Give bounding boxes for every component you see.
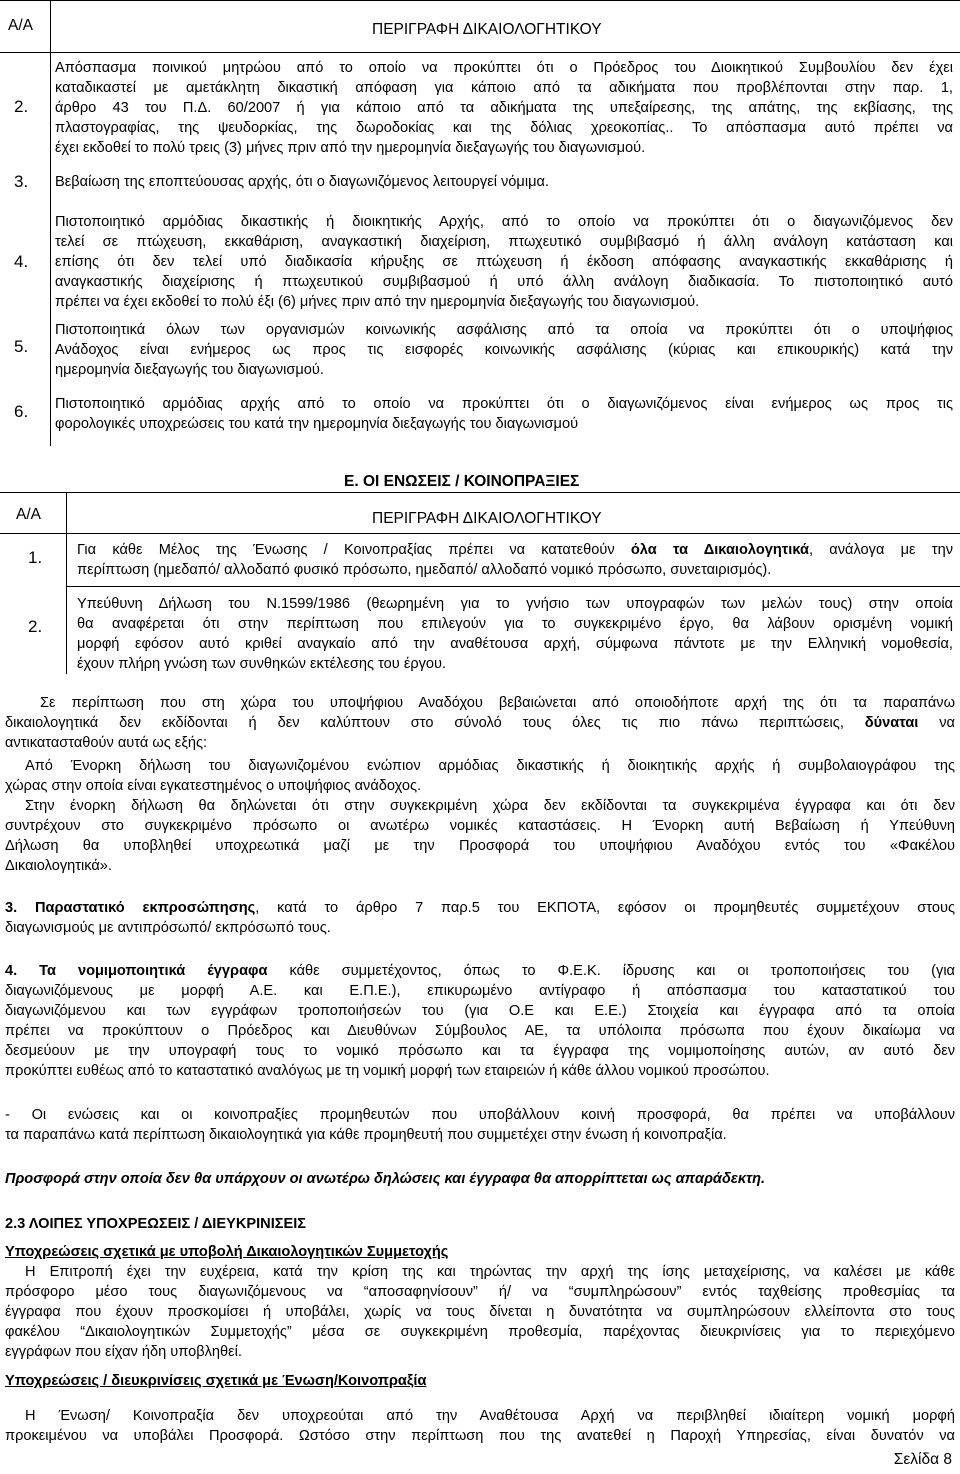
paragraph-representation: [5, 898, 955, 938]
table1-row-3-number: 3.: [14, 172, 29, 191]
para-line: - Οι ενώσεις και οι κοινοπραξίες προμηθευτών που υποβάλλουν κοινή προσφορά, θα πρέπει να υποβάλλουν: [5, 1107, 955, 1123]
para-line: προκύπτει ευθέως από το καταστατικό αναλόγως με τη νομική μορφή των εταιρειών ή κάθε άλλου νομικού προσώπου.: [5, 1063, 770, 1079]
table1-row-2-line: άρθρο 43 του Π.Δ. 60/2007 ή για κάποιο από τα αδικήματα της υπεξαίρεσης, της απάτης, της εκβίασης, της: [55, 100, 953, 116]
table1-row-2-line: πλαστογραφίας, της ψευδορκίας, της δωροδοκίας και της δόλιας χρεοκοπίας.. Το απόσπασμα αυτό πρέπει να: [55, 120, 953, 136]
table2-row-2-line: μορφή εφόσον αυτό κριθεί αναγκαίο από την αναθέτουσα αρχή, σύμφωνα πάντοτε με την Ελληνική νομοθεσία,: [77, 636, 953, 652]
para-line: Στην ένορκη δήλωση θα δηλώνεται ότι στην συγκεκριμένη χώρα δεν εκδίδονται τα συγκεκριμένα έγγραφα και ότι δεν: [25, 798, 955, 814]
table1-row-5-line: ημερομηνία διεξαγωγής του διαγωνισμού.: [55, 362, 324, 378]
section-2-3-heading: 2.3 ΛΟΙΠΕΣ ΥΠΟΧΡΕΩΣΕΙΣ / ΔΙΕΥΚΡΙΝΙΣΕΙΣ: [5, 1216, 307, 1232]
table1-row-3-line: Βεβαίωση της εποπτεύουσας αρχής, ότι ο διαγωνιζόμενος λειτουργεί νόμιμα.: [55, 174, 549, 190]
paragraph-sworn-statement: [5, 756, 955, 796]
table1-row-6-line: φορολογικές υποχρεώσεις του κατά την ημερομηνία διεξαγωγής του διαγωνισμού: [55, 416, 579, 432]
table1-row-5-number: 5.: [14, 337, 29, 356]
para-line-pre: δικαιολογητικά δεν εκδίδονται ή δεν καλύπτουν στο σύνολό τους όλες τις πιο πάνω περιπτώσεις,: [5, 715, 865, 731]
table2-row-divider: [66, 586, 960, 587]
para-heading-bold: 4. Τα νομιμοποιητικά έγγραφα: [5, 963, 268, 979]
para-line: διαγωνισμούς με αντιπρόσωπό/ εκπρόσωπό τους.: [5, 920, 331, 936]
table1-row-2-line: καταδικαστεί με αμετάκλητη δικαστική απόφαση για κάποιο από τα αδικήματα που προβλέπονται στην παρ. 1,: [55, 80, 953, 96]
rejection-warning: Προσφορά στην οποία δεν θα υπάρχουν οι ανωτέρω δηλώσεις και έγγραφα θα απορρίπτεται ως απαράδεκτη.: [5, 1171, 766, 1187]
table2-row-1-line: περίπτωση (ημεδαπό/ αλλοδαπό φυσικό πρόσωπο, ημεδαπό/ αλλοδαπό νομικό πρόσωπο, συνεταιρισμός).: [77, 562, 772, 578]
table1-row-6-line: Πιστοποιητικό αρμόδιας αρχής από το οποίο να προκύπτει ότι ο διαγωνιζόμενος είναι ενήμερος ως προς τις: [55, 396, 953, 412]
table2-col-divider: [66, 492, 67, 674]
table1-row-4-line: πρέπει να έχει εκδοθεί το πολύ έξι (6) μήνες πριν από την ημερομηνία διεξαγωγής του διαγωνισμού.: [55, 294, 700, 310]
table2-row-2-line: Υπεύθυνη Δήλωση του Ν.1599/1986 (θεωρημένη για το γνήσιο των υπογραφών των μελών τους) στην οποία: [77, 596, 953, 612]
table2-col-aa: Α/Α: [16, 506, 41, 523]
para-line: Δικαιολογητικά».: [5, 858, 112, 874]
para-line: δεσμεύουν με την υπογραφή τους το νομικό πρόσωπο και τα έγγραφα της νομιμοποίησης αυτών, αν αυτό δεν: [5, 1043, 955, 1059]
table1-row-4-line: τελεί σε πτώχευση, εκκαθάριση, αναγκαστική διαχείριση, πτωχευτικό συμβιβασμό ή άλλη ανάλογη κατάσταση και: [55, 234, 953, 250]
para-line: διαγωνιζόμενους με μορφή Α.Ε. και Ε.Π.Ε.), επικυρωμένο αντίγραφο ή απόσπασμα του καταστατικού του: [5, 983, 955, 999]
table1-row-6-number: 6.: [14, 402, 29, 421]
para-line: τα παραπάνω κατά περίπτωση δικαιολογητικά για κάθε προμηθευτή που συμμετέχει στην ένωση ή κοινοπραξία.: [5, 1127, 727, 1143]
paragraph-legal-documents: [5, 961, 955, 1081]
table1-row-3-text: [55, 172, 953, 192]
table2-row-2-number: 2.: [28, 617, 43, 636]
para-line: προκειμένου να υποβάλει Προσφορά. Ωστόσο στην περίπτωση που της ανατεθεί η Παροχή Υπηρεσίας, είναι δυνατόν να: [5, 1428, 955, 1444]
table1-row-2-text: [55, 58, 953, 158]
para-line: Η Επιτροπή έχει την ευχέρεια, κατά την κρίση της και τηρώντας την αρχή της ίσης μεταχείρισης, να καλέσει με κάθε: [25, 1264, 955, 1280]
table2-header-border: [0, 533, 960, 534]
table2-top-border: [0, 492, 960, 493]
table2-row-1-pre: Για κάθε Μέλος της Ένωσης / Κοινοπραξίας πρέπει να κατατεθούν: [77, 542, 631, 558]
para-line: εγγράφων που είχαν ήδη υποβληθεί.: [5, 1344, 242, 1360]
table1-row-2-line: έχει εκδοθεί το πολύ τρεις (3) μήνες πριν από την ημερομηνία διεξαγωγής του διαγωνισμού.: [55, 140, 646, 156]
section-e-title: Ε. ΟΙ ΕΝΩΣΕΙΣ / ΚΟΙΝΟΠΡΑΞΙΕΣ: [344, 473, 580, 490]
table1-header-border: [0, 52, 960, 53]
table1-row-4-number: 4.: [14, 252, 29, 271]
table1-row-4-line: Πιστοποιητικό αρμόδιας δικαστικής ή διοικητικής Αρχής, από το οποίο να προκύπτει ότι ο διαγωνιζόμενος δεν: [55, 214, 953, 230]
para-line-post: να: [918, 715, 955, 731]
table1-col-divider: [50, 0, 51, 446]
para-line: αντικατασταθούν αυτά ως εξής:: [5, 735, 208, 751]
table1-row-4-line: αναγκαστικής διαχείρισης ή πτωχευτικού συμβιβασμού ή υπό άλλη ανάλογη διαδικασία. Το πιστοποιητικό αυτό: [55, 274, 953, 290]
para-line: Δήλωση θα υποβληθεί υποχρεωτικά μαζί με την Προσφορά του υποψήφιου Αναδόχου εντός του «Φακέλου: [5, 838, 955, 854]
table2-row-1-number: 1.: [28, 548, 43, 567]
table1-top-border: [0, 0, 960, 1]
para-line: έγγραφα που έχουν προσκομίσει ή υποβάλει, χωρίς να τους δίνεται η δυνατότητα να συμπληρώσουν ελλείποντα στο τους: [5, 1304, 955, 1320]
paragraph-union-form: [5, 1406, 955, 1446]
table1-row-6-text: [55, 394, 953, 434]
para-line-bold: δύναται: [864, 715, 919, 731]
table1-col-aa: Α/Α: [8, 17, 33, 34]
para-heading-bold: 3. Παραστατικό εκπροσώπησης: [5, 900, 256, 916]
para-line: Από Ένορκη δήλωση του διαγωνιζομένου ενώπιον αρμόδιας δικαστικής ή διοικητικής αρχής ή συμβολαιογράφου της: [25, 758, 955, 774]
para-line: Η Ένωση/ Κοινοπραξία δεν υποχρεούται από την Αναθέτουσα Αρχή να περιβληθεί ιδιαίτερη νομική μορφή: [25, 1408, 955, 1424]
table1-row-2-number: 2.: [14, 97, 29, 116]
table2-row-1-bold: όλα τα Δικαιολογητικά: [630, 542, 809, 558]
table1-row-4-line: επίσης ότι δεν τελεί υπό διαδικασία κήρυξης σε πτώχευση ή έκδοση απόφασης αναγκαστικής εκκαθάρισης ή: [55, 254, 953, 270]
para-line: φακέλου “Δικαιολογητικών Συμμετοχής” μέσα σε συγκεκριμένη προθεσμία, παρέχοντας διευκρινίσεις για το περιεχόμενο: [5, 1324, 955, 1340]
subheading-union-obligations: Υποχρεώσεις / διευκρινίσεις σχετικά με Ένωση/Κοινοπραξία: [5, 1373, 427, 1389]
para-line: διαγωνιζόμενου και των εγγράφων τροποποιήσεών του (για Ο.Ε και Ε.Ε.) Στοιχεία και έγγραφα από τα οποία: [5, 1003, 955, 1019]
page-number: Σελίδα 8: [893, 1451, 952, 1468]
table2-col-desc: ΠΕΡΙΓΡΑΦΗ ΔΙΚΑΙΟΛΟΓΗΤΙΚΟΥ: [372, 510, 602, 527]
table1-row-5-text: [55, 320, 953, 380]
para-line: χώρας στην οποία είναι εγκατεστημένος ο υποψήφιος ανάδοχος.: [5, 778, 422, 794]
table2-row-2-text: [77, 594, 953, 674]
table1-col-desc: ΠΕΡΙΓΡΑΦΗ ΔΙΚΑΙΟΛΟΓΗΤΙΚΟΥ: [372, 21, 602, 38]
table1-row-5-line: Ανάδοχος είναι ενήμερος ως προς τις εισφορές κοινωνικής ασφάλισης (κύριας και επικουρικής) κατά την: [55, 342, 953, 358]
paragraph-unions: [5, 1105, 955, 1145]
subheading-participation-docs: Υποχρεώσεις σχετικά με υποβολή Δικαιολογητικών Συμμετοχής: [5, 1244, 449, 1260]
table2-row-2-line: έχουν πλήρη γνώση των συνθηκών εκτέλεσης του έργου.: [77, 656, 447, 672]
table2-row-1-text: [77, 540, 953, 580]
table1-row-4-text: [55, 212, 953, 312]
table2-row-2-line: θα αναφέρεται ότι στην περίπτωση που επιλεγούν για το συγκεκριμένο έργο, θα λάβουν ορισμένη νομική: [77, 616, 953, 632]
para-line: Σε περίπτωση που στη χώρα του υποψήφιου Αναδόχου βεβαιώνεται από οποιοδήποτε αρχή της ότι τα παραπάνω: [40, 695, 955, 711]
table2-row-1-post: , ανάλογα με την: [808, 542, 953, 558]
paragraph-committee: [5, 1262, 955, 1362]
para-line-post: κάθε συμμετέχοντος, όπως το Φ.Ε.Κ. ίδρυσης και οι τροποποιήσεις του (για: [267, 963, 955, 979]
paragraph-sworn-details: [5, 796, 955, 876]
table1-row-2-line: Απόσπασμα ποινικού μητρώου από το οποίο να προκύπτει ότι ο Πρόεδρος του Διοικητικού Συμβουλίου δεν έχει: [55, 60, 953, 76]
table1-row-5-line: Πιστοποιητικά όλων των οργανισμών κοινωνικής ασφάλισης από τα οποία να προκύπτει ότι ο υποψήφιος: [55, 322, 953, 338]
para-line: συντρέχουν στο συγκεκριμένο πρόσωπο οι ανωτέρω νομικές καταστάσεις. Η Ένορκη αυτή Βεβαίωση ή Υπεύθυνη: [5, 818, 955, 834]
paragraph-alternative-docs: [5, 693, 955, 753]
para-line: πρόσφορο μέσο τους διαγωνιζόμενους να “αποσαφηνίσουν” ή/ να “συμπληρώσουν” εντός ταχθείσης προθεσμίας τα: [5, 1284, 955, 1300]
para-line: πρέπει να προκύπτουν ο Πρόεδρος και Διευθύνων Σύμβουλος ΑΕ, τα υπόλοιπα πρόσωπα που έχουν δικαίωμα να: [5, 1023, 955, 1039]
para-line-post: , κατά το άρθρο 7 παρ.5 του ΕΚΠΟΤΑ, εφόσον οι προμηθευτές συμμετέχουν στους: [255, 900, 955, 916]
